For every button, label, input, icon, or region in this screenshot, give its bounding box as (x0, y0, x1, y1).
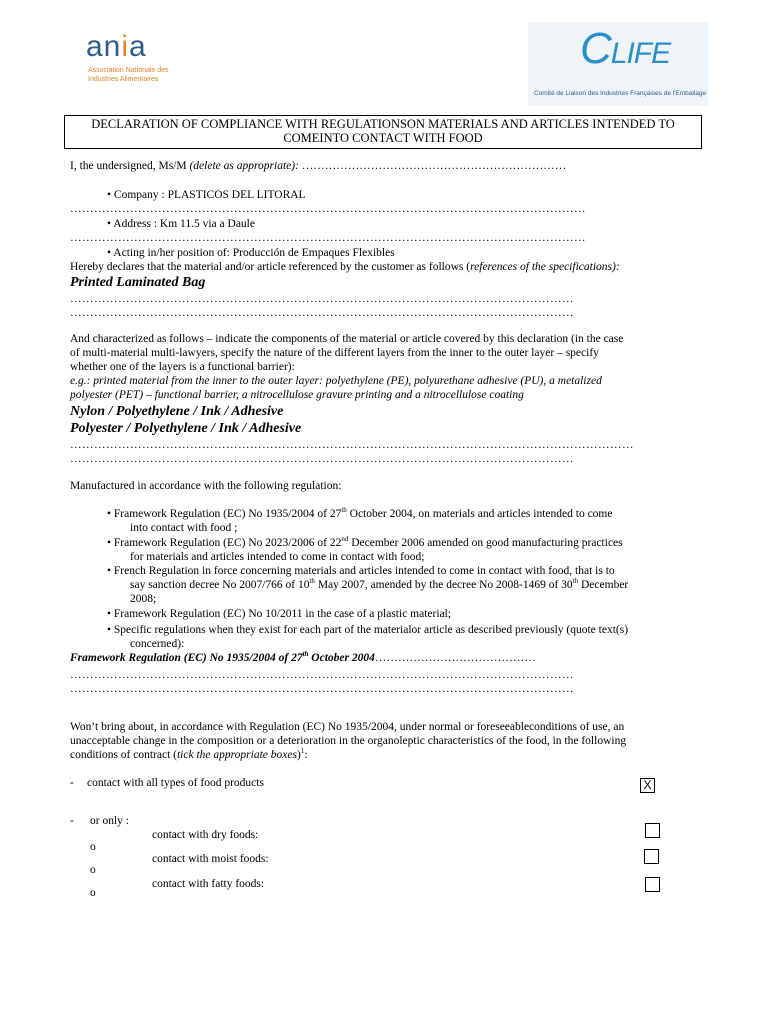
condition-all-dash: - (70, 777, 74, 789)
regulation-item-3: • French Regulation in force concerning materials and articles intended to come in contact with food, that is to (107, 565, 615, 577)
wont-text-2: unacceptable change in the composition or a deterioration in the organoleptic characteristics of the food, in the following (70, 735, 627, 747)
condition-dry-label: contact with dry foods: (152, 829, 259, 841)
declares-line: Hereby declares that the material and/or article referenced by the customer as follows (references of the specifications): (70, 261, 620, 273)
document-title: DECLARATION OF COMPLIANCE WITH REGULATIONSON MATERIALS AND ARTICLES INTENDED TO COMEINTO CONTACT WITH FOOD (64, 115, 702, 149)
dotted-line: ………………………………………………………………………………………………………………… (70, 232, 586, 244)
condition-only-dash: - (70, 815, 74, 827)
regulation-item-3-cont: say sanction decree No 2007/766 of 10th May 2007, amended by the decree No 2008-1469 of 30th December (130, 577, 629, 591)
example-text-2: polyester (PET) – functional barrier, a nitrocellulose gravure printing and a nitrocellulose coating (70, 389, 524, 401)
regulation-item-3-end: 2008; (130, 593, 157, 605)
checkbox-dry-foods[interactable] (645, 823, 660, 838)
regulation-item-2-cont: for materials and articles intended to come in contact with food; (130, 551, 425, 563)
characterized-text-3: whether one of the layers is a functional barrier): (70, 361, 295, 373)
wont-text-3: conditions of contract (tick the appropriate boxes)$^1$: (70, 747, 308, 761)
condition-all-label: contact with all types of food products (87, 777, 264, 789)
clife-logo-word: CLIFE (580, 24, 671, 73)
clife-logo-subtitle: Comité de Liaison des Industries Françaises de l'Emballage (534, 90, 707, 97)
ania-logo-subtitle: Association Nationale des Industries Alimentaires (88, 67, 169, 83)
dotted-line: ……………………………………………………………………………………………………………… (70, 307, 574, 319)
position-field: • Acting in/her position of: Producción de Empaques Flexibles (107, 247, 395, 259)
regulation-item-5-cont: concerned): (130, 638, 185, 650)
sub-bullet: o (90, 841, 96, 853)
company-field: • Company : PLASTICOS DEL LITORAL (107, 189, 306, 201)
dotted-line: ………………………………………………………………………………………………………………… (70, 203, 586, 215)
dotted-line: ……………………………………………………………………………………………………………… (70, 453, 574, 465)
sub-bullet: o (90, 864, 96, 876)
structure-1: Nylon / Polyethylene / Ink / Adhesive (70, 404, 284, 419)
checkbox-moist-foods[interactable] (644, 849, 659, 864)
structure-2: Polyester / Polyethylene / Ink / Adhesive (70, 421, 302, 436)
undersigned-line: I, the undersigned, Ms/M (delete as appropriate): …………………………………………………………… (70, 160, 567, 172)
product-name: Printed Laminated Bag (70, 275, 206, 290)
checkbox-all-foods[interactable]: X (640, 778, 655, 793)
regulation-item-4: • Framework Regulation (EC) No 10/2011 in the case of a plastic material; (107, 608, 452, 620)
dotted-line: ……………………………………………………………………………………………………………… (70, 683, 574, 695)
checkbox-fatty-foods[interactable] (645, 877, 660, 892)
condition-only-label: or only : (90, 815, 129, 827)
regulation-item-1: • Framework Regulation (EC) No 1935/2004 of 27th October 2004, on materials and articles intended to come (107, 506, 613, 520)
manufactured-heading: Manufactured in accordance with the following regulation: (70, 480, 342, 492)
address-field: • Address : Km 11.5 via a Daule (107, 218, 255, 230)
ania-logo (86, 30, 186, 90)
characterized-text-1: And characterized as follows – indicate the components of the material or article covered by this declaration (in the case (70, 333, 624, 345)
regulation-item-5: • Specific regulations when they exist for each part of the materialor article as described previously (quote text(s) (107, 624, 629, 636)
regulation-item-1-cont: into contact with food ; (130, 522, 238, 534)
clife-logo (528, 22, 708, 106)
condition-moist-label: contact with moist foods: (152, 853, 269, 865)
characterized-text-2: of multi-material multi-lawyers, specify the nature of the different layers from the inner to the outer layer – specify (70, 347, 599, 359)
dotted-line: ……………………………………………………………………………………………………………… (70, 293, 574, 305)
ania-logo-word: ania (86, 30, 147, 63)
dotted-line: …………………………………………………………………………………………………………………………… (70, 439, 634, 451)
sub-bullet: o (90, 887, 96, 899)
regulation-item-2: • Framework Regulation (EC) No 2023/2006 of 22nd December 2006 amended on good manufacturing practices (107, 535, 623, 549)
dotted-line: ……………………………………………………………………………………………………………… (70, 669, 574, 681)
example-text-1: e.g.: printed material from the inner to the outer layer: polyethylene (PE), polyurethane adhesive (PU), a metalized (70, 375, 602, 387)
framework-line: Framework Regulation (EC) No 1935/2004 of 27th October 2004…………………………………… (70, 650, 536, 664)
wont-text-1: Won’t bring about, in accordance with Regulation (EC) No 1935/2004, under normal or foreseeableconditions of use, an (70, 721, 625, 733)
condition-fatty-label: contact with fatty foods: (152, 878, 265, 890)
